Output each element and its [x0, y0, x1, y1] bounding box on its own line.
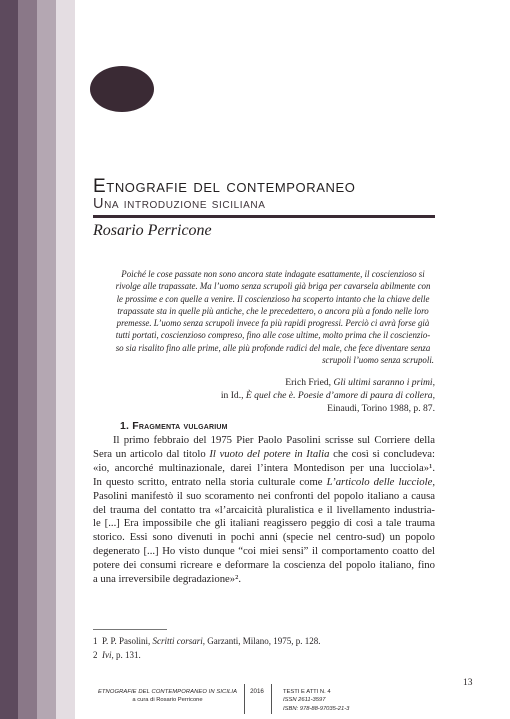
epigraph-attribution [200, 376, 435, 415]
decorative-disc [90, 66, 154, 112]
footnote-title: Scritti corsari, [152, 636, 206, 646]
decor-stripe-2 [18, 0, 37, 719]
footer-year: 2016 [250, 688, 264, 695]
footnote-number: 2 [93, 650, 98, 660]
footnote-number: 1 [93, 636, 98, 646]
body-line: le [...] Era impossibile che gli italiani reagissero peggio di così a tale trauma [93, 517, 435, 530]
decor-stripe-1 [0, 0, 18, 719]
epigraph-line: so sia risalito fino alle prime, alle più profonde radici del male, che fece diventare senza [115, 342, 431, 353]
decor-stripe-3 [37, 0, 56, 719]
title-rule [93, 215, 435, 218]
footer-issn: ISSN 2611-3597 [283, 697, 326, 704]
body-line: In questo scritto, entrato nella storia culturale come L’articolo delle lucciole, [93, 475, 435, 488]
body-line: Il primo febbraio del 1975 Pier Paolo Pasolini scrisse sul Corriere della [113, 434, 435, 446]
section-heading: 1. Fragmenta vulgarium [120, 420, 228, 432]
body-line: potere dei consumi ricreare e deformare la coscienza del popolo italiano, fino [93, 559, 435, 572]
article-title: Etnografie del contemporaneo [93, 176, 356, 197]
body-line: storico. Essi sono divenuti in pochi anni (specie nel centro-sud) un popolo [93, 531, 435, 544]
footer-isbn: ISBN: 978-88-97035-21-3 [283, 705, 350, 712]
footnote-text: p. 131. [116, 650, 141, 660]
epigraph-line: Poiché le cose passate non sono ancora state indagate esattamente, il coscienzioso si [121, 269, 425, 279]
epigraph-line: le prossime e con quelle a venire. Il coscienzioso ha scoperto intanto che la chiave delle [116, 293, 430, 304]
footnote [93, 634, 321, 648]
body-line: del trauma del contatto tra «l’arcaicità pluralistica e il livellamento industria- [93, 503, 435, 516]
attribution-prefix: in Id., [220, 390, 244, 401]
body-line: Pasolini manifestò il suo scoramento nei confronti del popolo italiano a causa [93, 489, 435, 502]
footnote-text: P. P. Pasolini, [102, 636, 151, 646]
attribution-author: Erich Fried, [285, 377, 332, 388]
epigraph-line: rivolge alle trapassate. Ma l’uomo senza scrupoli già briga per cavarsela abilmente con [115, 281, 431, 292]
epigraph-line: scrupoli l’uomo senza scrupoli. [322, 355, 434, 366]
body-line: degenerato [...] Ho visto dunque “coi miei sensi” il comportamento coatto del [93, 545, 435, 558]
attribution-publisher: Einaudi, Torino 1988, p. 87. [327, 403, 435, 414]
attribution-title: Gli ultimi saranno i primi, [333, 377, 435, 388]
epigraph-line: premesse. L’uomo senza scrupoli invece fa più rapidi progressi. Perciò ci avrà forse già [116, 318, 430, 329]
footnote-rule [93, 629, 167, 630]
footer-book [93, 688, 242, 704]
body-line: «io, ancorché multinazionale, darei l’intera Montedison per una lucciola»¹. [93, 461, 435, 474]
epigraph-line: trapassate sta in quelle più antiche, che le precedettero, o ancora più a fondo nelle loro [117, 305, 429, 316]
body-line: a una irreversibile degradazione»². [93, 573, 242, 586]
footer-divider [244, 684, 245, 714]
decor-stripe-4 [56, 0, 75, 719]
footer-series [283, 688, 349, 713]
footnote-title: Ivi, [102, 650, 114, 660]
footnotes [93, 634, 321, 662]
footnote-text: Garzanti, Milano, 1975, p. 128. [207, 636, 321, 646]
footer-divider [271, 684, 272, 714]
article-author: Rosario Perricone [93, 222, 212, 239]
footer-editor: a cura di Rosario Perricone [132, 697, 203, 703]
footnote [93, 648, 321, 662]
body-line: Sera un articolo dal titolo Il vuoto del potere in Italia che così si concludeva: [93, 447, 435, 460]
page-number: 13 [463, 678, 473, 688]
body-paragraph [93, 434, 435, 587]
article-subtitle: Una introduzione siciliana [93, 196, 266, 212]
attribution-book: È quel che è. Poesie d’amore di paura di collera, [245, 390, 435, 401]
footer-series-title: TESTI E ATTI N. 4 [283, 689, 331, 695]
footer-book-title: ETNOGRAFIE DEL CONTEMPORANEO IN SICILIA [97, 689, 238, 695]
epigraph [112, 268, 434, 366]
epigraph-line: tutti portati, coscienzioso compreso, fino alle cose ultime, molto prima che il coscienzio- [115, 330, 431, 341]
